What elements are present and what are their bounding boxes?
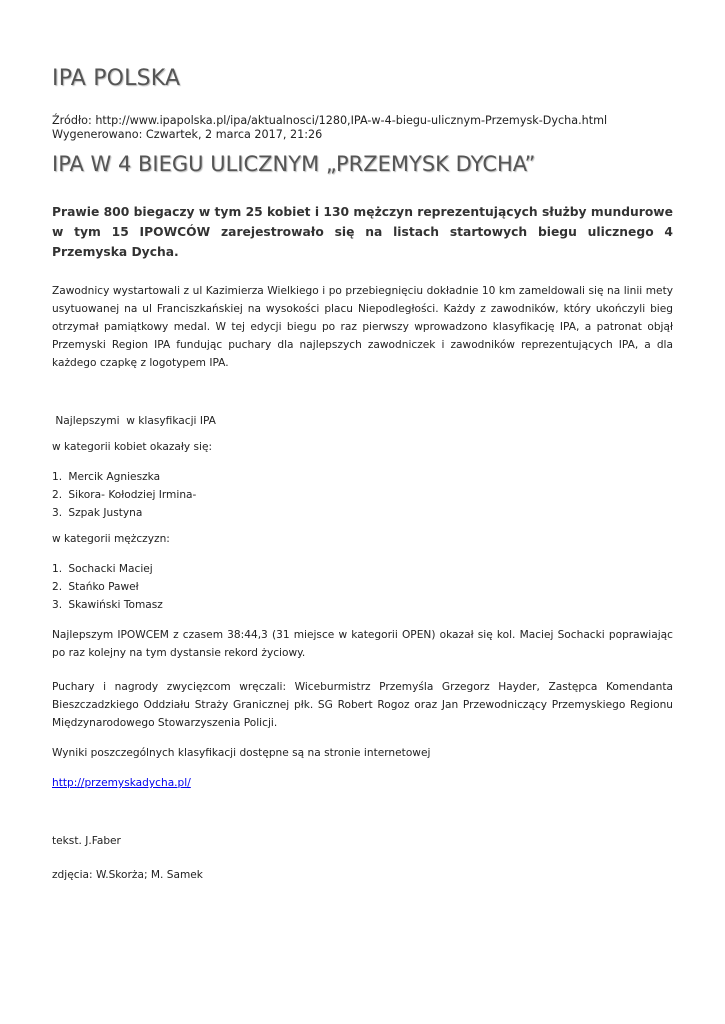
article-lead: Prawie 800 biegaczy w tym 25 kobiet i 130 mężczyn reprezentujących służby mundurowe w tym 15 IPOWCÓW zarejestrowało się na listach startowych biegu ulicznego 4 Przemyska Dycha. [52, 205, 673, 259]
author-credit: tekst. J.Faber [52, 835, 121, 847]
women-heading: w kategorii kobiet okazały się: [52, 441, 213, 453]
intro-paragraph: Zawodnicy wystartowali z ul Kazimierza Wielkiego i po przebiegnięciu dokładnie 10 km zameldowali się na linii mety usytuowanej na ul Franciszkańskiej na wysokości placu Niepodległości. Każdy z zawodników, który ukończyli bieg otrzymał pamiątkowy medal. W tej edycji biegu po raz pierwszy wprowadzono klasyfikację IPA, a patronat objął Przemyski Region IPA fundując puchary dla najlepszych zawodniczek i zawodników reprezentujących IPA, a dla każdego czapkę z logotypem IPA. [52, 285, 673, 369]
article-title: IPA W 4 BIEGU ULICZNYM „PRZEMYSK DYCHA” [52, 152, 536, 176]
best-time-paragraph: Najlepszym IPOWCEM z czasem 38:44,3 (31 miejsce w kategorii OPEN) okazał się kol. Maciej Sochacki poprawiając po raz kolejny na tym dystansie rekord życiowy. [52, 629, 673, 659]
site-title: IPA POLSKA [52, 66, 181, 91]
list-item [52, 578, 673, 596]
list-item [52, 596, 673, 614]
men-list [52, 560, 673, 614]
article-body [52, 202, 673, 884]
list-item [52, 468, 673, 486]
list-number: 1. [52, 471, 63, 483]
list-item [52, 504, 673, 522]
photo-credit: zdjęcia: W.Skorża; M. Samek [52, 869, 203, 881]
list-name: Skawiński Tomasz [68, 599, 163, 611]
awards-paragraph: Puchary i nagrody zwycięzcom wręczali: Wiceburmistrz Przemyśla Grzegorz Hayder, Zastępca Komendanta Bieszczadzkiego Oddziału Straży Granicznej płk. SG Robert Rogoz oraz Jan Przewodniczący Przemyskiego Regionu Międzynarodowego Stowarzyszenia Policji. [52, 681, 673, 729]
list-name: Szpak Justyna [68, 507, 143, 519]
source-line: Źródło: http://www.ipapolska.pl/ipa/aktualnosci/1280,IPA-w-4-biegu-ulicznym-Przemysk-Dycha.html [52, 114, 608, 127]
list-item [52, 486, 673, 504]
list-name: Sikora- Kołodziej Irmina- [68, 489, 197, 501]
men-heading: w kategorii mężczyzn: [52, 533, 170, 545]
generated-line: Wygenerowano: Czwartek, 2 marca 2017, 21:26 [52, 128, 323, 141]
list-name: Mercik Agnieszka [68, 471, 161, 483]
list-name: Stańko Paweł [68, 581, 139, 593]
results-link[interactable]: http://przemyskadycha.pl/ [52, 777, 191, 789]
list-number: 3. [52, 507, 63, 519]
list-number: 2. [52, 581, 63, 593]
document-meta [52, 114, 607, 142]
women-list [52, 468, 673, 522]
list-number: 1. [52, 563, 63, 575]
list-item [52, 560, 673, 578]
list-name: Sochacki Maciej [68, 563, 153, 575]
best-heading: Najlepszymi w klasyfikacji IPA [52, 415, 216, 427]
results-text: Wyniki poszczególnych klasyfikacji dostępne są na stronie internetowej [52, 747, 431, 759]
list-number: 2. [52, 489, 63, 501]
list-number: 3. [52, 599, 63, 611]
